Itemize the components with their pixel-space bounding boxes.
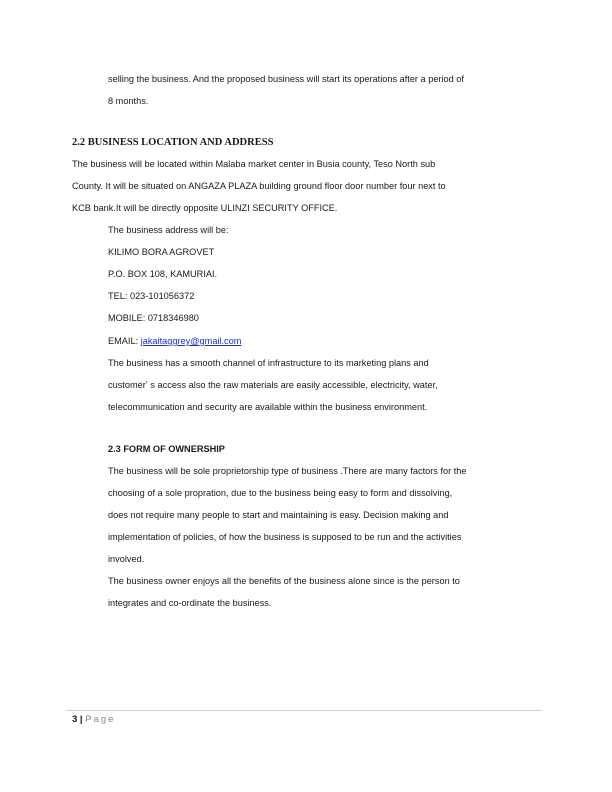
section-heading: 2.3 FORM OF OWNERSHIP (108, 444, 225, 454)
po-box: P.O. BOX 108, KAMURIAI. (108, 269, 218, 279)
body-text-line: involved. (108, 554, 145, 564)
body-text-line: KCB bank.It will be directly opposite ULINZI SECURITY OFFICE. (72, 203, 338, 213)
business-name: KILIMO BORA AGROVET (108, 247, 215, 257)
email-link[interactable]: jakaitaggrey@gmail.com (140, 336, 242, 346)
body-text-line: 8 months. (108, 96, 149, 106)
body-text-line: implementation of policies, of how the business is supposed to be run and the activities (108, 532, 462, 542)
body-text-line: customerʼ s access also the raw materials are easily accessible, electricity, water, (108, 380, 438, 390)
page-label: Page (85, 714, 116, 725)
body-text-line: The business will be sole proprietorship type of business .There are many factors for the (108, 466, 467, 476)
body-text-line: The business has a smooth channel of infrastructure to its marketing plans and (108, 358, 429, 368)
body-text-line: does not require many people to start and maintaining is easy. Decision making and (108, 510, 449, 520)
telephone: TEL: 023-101056372 (108, 291, 195, 301)
email-line (108, 335, 241, 347)
body-text-line: selling the business. And the proposed business will start its operations after a period of (108, 74, 464, 84)
footer-divider (66, 710, 542, 711)
body-text-line: choosing of a sole propration, due to the business being easy to form and dissolving, (108, 488, 453, 498)
body-text-line: The business owner enjoys all the benefits of the business alone since is the person to (108, 576, 460, 586)
body-text-line: integrates and co-ordinate the business. (108, 598, 272, 608)
mobile: MOBILE: 0718346980 (108, 313, 199, 323)
body-text-line: The business will be located within Malaba market center in Busia county, Teso North sub (72, 159, 436, 169)
page-number: 3 (72, 714, 78, 725)
page-footer (72, 714, 115, 725)
email-label: EMAIL: (108, 336, 141, 346)
footer-separator: | (77, 714, 86, 725)
body-text-line: telecommunication and security are available within the business environment. (108, 402, 428, 412)
address-intro: The business address will be: (108, 225, 229, 235)
section-heading: 2.2 BUSINESS LOCATION AND ADDRESS (72, 137, 274, 148)
body-text-line: County. It will be situated on ANGAZA PLAZA building ground floor door number four next to (72, 181, 446, 191)
